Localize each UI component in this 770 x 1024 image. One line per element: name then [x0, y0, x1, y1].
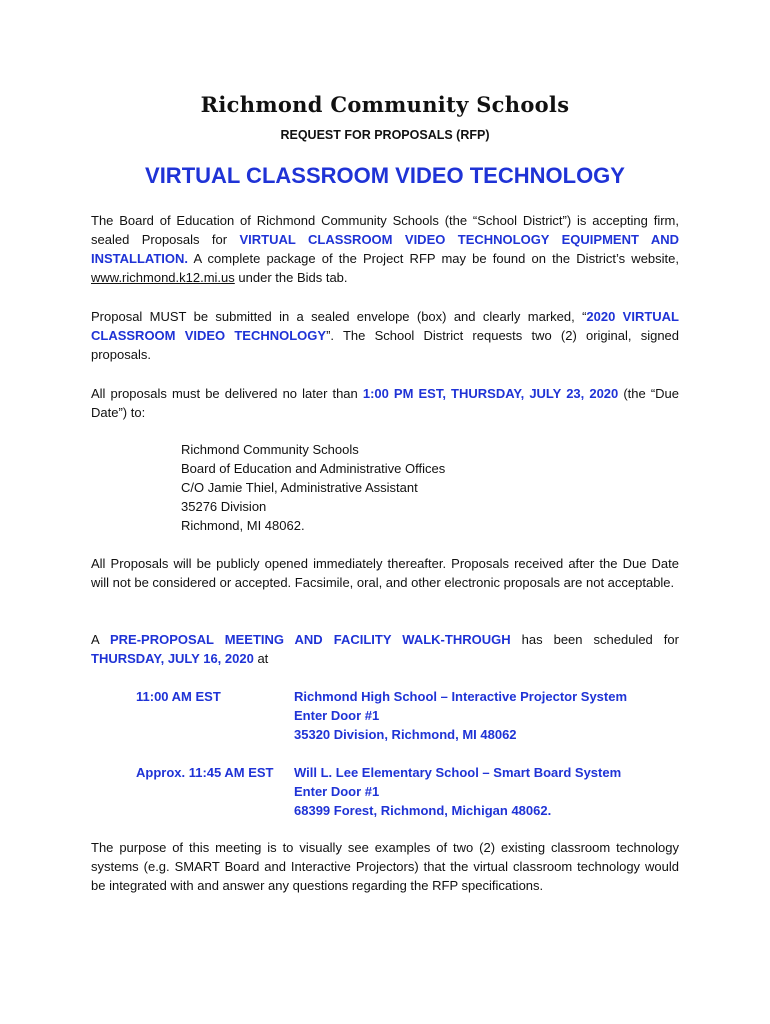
location-entry: Enter Door #1	[294, 784, 380, 799]
organization-name: Richmond Community Schools	[200, 92, 570, 117]
location-entry: Enter Door #1	[294, 708, 380, 723]
document-title: VIRTUAL CLASSROOM VIDEO TECHNOLOGY	[145, 163, 625, 188]
intro-text-1: The Board of Education of Richmond Community Schools (the “School District”) is accepting firm, sealed Proposals for	[91, 213, 679, 247]
location-address: 35320 Division, Richmond, MI 48062	[294, 727, 517, 742]
location-name: Richmond High School – Interactive Projector System	[294, 689, 628, 704]
intro-paragraph	[91, 211, 679, 287]
address-line: C/O Jamie Thiel, Administrative Assistant	[181, 480, 418, 495]
intro-highlight: VIRTUAL CLASSROOM VIDEO TECHNOLOGY EQUIPMENT AND INSTALLATION.	[91, 232, 680, 266]
website-link[interactable]: www.richmond.k12.mi.us	[91, 270, 235, 285]
submission-text-1: Proposal MUST be submitted in a sealed envelope (box) and clearly marked, “	[91, 309, 587, 324]
submission-paragraph	[91, 307, 679, 364]
meeting-date: THURSDAY, JULY 16, 2020	[91, 651, 254, 666]
location-address: 68399 Forest, Richmond, Michigan 48062.	[294, 803, 552, 818]
submission-text-2: ”. The School District requests two (2) original, signed proposals.	[91, 328, 680, 362]
address-line: Board of Education and Administrative Offices	[181, 461, 446, 476]
opening-paragraph: All Proposals will be publicly opened immediately thereafter. Proposals received after the Due Date will not be considered or accepted. Facsimile, oral, and other electronic proposals are not acceptable.	[91, 556, 679, 590]
delivery-address	[181, 440, 445, 535]
address-line: 35276 Division	[181, 499, 267, 514]
deadline-text-1: All proposals must be delivered no later than	[91, 386, 363, 401]
schedule-location	[294, 687, 627, 744]
meeting-highlight: PRE-PROPOSAL MEETING AND FACILITY WALK-THROUGH	[109, 632, 511, 647]
address-line: Richmond, MI 48062.	[181, 518, 305, 533]
address-line: Richmond Community Schools	[181, 442, 359, 457]
intro-text-3: under the Bids tab.	[234, 270, 348, 285]
purpose-paragraph: The purpose of this meeting is to visually see examples of two (2) existing classroom technology systems (e.g. SMART Board and Interactive Projectors) that the virtual classroom technology would be integrated with and answer any questions regarding the RFP specifications.	[91, 840, 679, 893]
meeting-text-1: A	[91, 632, 110, 647]
intro-text-2: A complete package of the Project RFP may be found on the District’s website,	[188, 251, 679, 266]
schedule-time: Approx. 11:45 AM EST	[136, 765, 274, 780]
meeting-text-2: has been scheduled for	[510, 632, 679, 647]
schedule-time: 11:00 AM EST	[136, 689, 221, 704]
schedule-location	[294, 763, 621, 820]
deadline-highlight: 1:00 PM EST, THURSDAY, JULY 23, 2020	[362, 386, 619, 401]
deadline-text-2: (the “Due Date”) to:	[91, 386, 679, 420]
document-subtitle: REQUEST FOR PROPOSALS (RFP)	[280, 128, 490, 142]
location-name: Will L. Lee Elementary School – Smart Board System	[294, 765, 622, 780]
meeting-text-3: at	[253, 651, 269, 666]
submission-highlight: 2020 VIRTUAL CLASSROOM VIDEO TECHNOLOGY	[91, 309, 679, 343]
meeting-paragraph	[91, 630, 679, 668]
deadline-paragraph	[91, 384, 679, 422]
